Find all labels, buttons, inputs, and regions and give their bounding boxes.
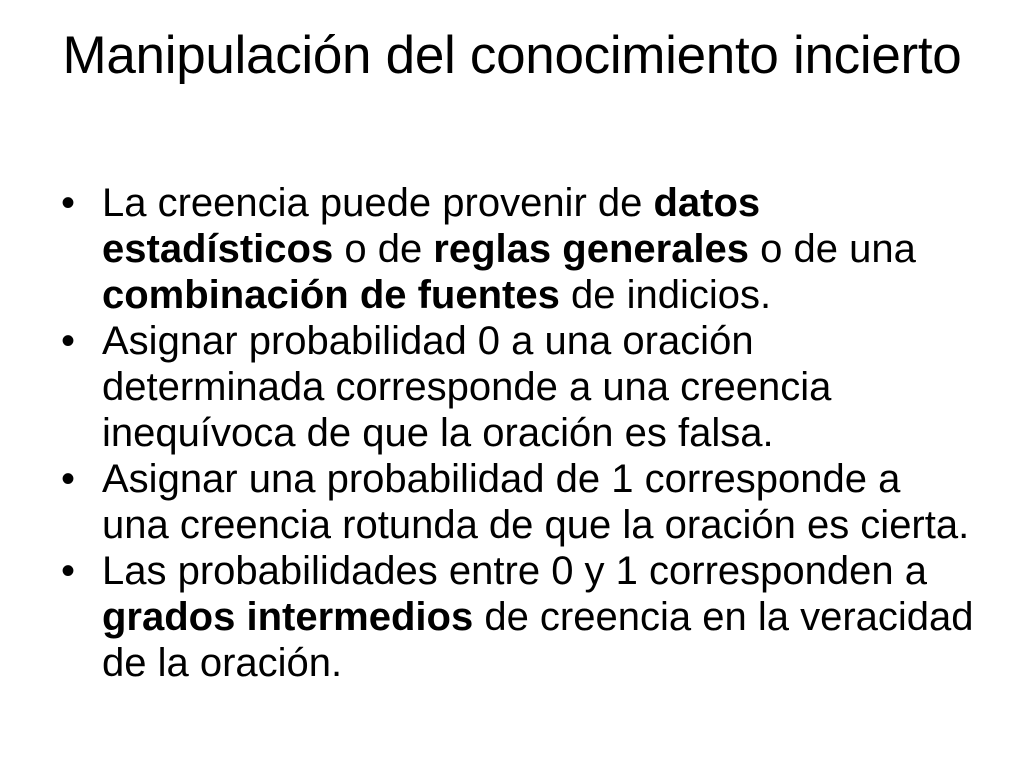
bullet-item	[56, 318, 976, 456]
text-segment: Asignar probabilidad 0 a una oración determinada corresponde a una creencia inequívoca de que la oración es falsa.	[102, 319, 832, 455]
bold-term: grados intermedios	[102, 595, 474, 639]
bullet-dot-icon: •	[60, 319, 75, 363]
bold-term: datos estadísticos	[102, 181, 761, 271]
bullet-text	[102, 181, 916, 317]
bullet-item	[56, 456, 976, 548]
bullet-text	[102, 549, 974, 685]
bullet-item	[56, 548, 976, 686]
text-segment: de indicios.	[559, 273, 772, 317]
bold-term: combinación de fuentes	[102, 273, 560, 317]
text-segment: Las probabilidades entre 0 y 1 corresponden a	[102, 549, 927, 593]
text-segment: de creencia en la veracidad de la oración.	[102, 595, 974, 685]
bullet-dot-icon: •	[60, 457, 75, 501]
bullet-text	[102, 319, 831, 455]
bullet-text	[102, 457, 969, 547]
text-segment: Asignar una probabilidad de 1 corresponde a una creencia rotunda de que la oración es cierta.	[102, 457, 970, 547]
slide-title: Manipulación del conocimiento incierto	[62, 26, 962, 85]
bullet-dot-icon: •	[60, 549, 75, 593]
bullet-list	[56, 180, 976, 686]
bullet-item	[56, 180, 976, 318]
bullet-dot-icon: •	[60, 181, 75, 225]
text-segment: o de una	[749, 227, 916, 271]
text-segment: o de	[333, 227, 434, 271]
bold-term: reglas generales	[433, 227, 750, 271]
text-segment: La creencia puede provenir de	[102, 181, 654, 225]
